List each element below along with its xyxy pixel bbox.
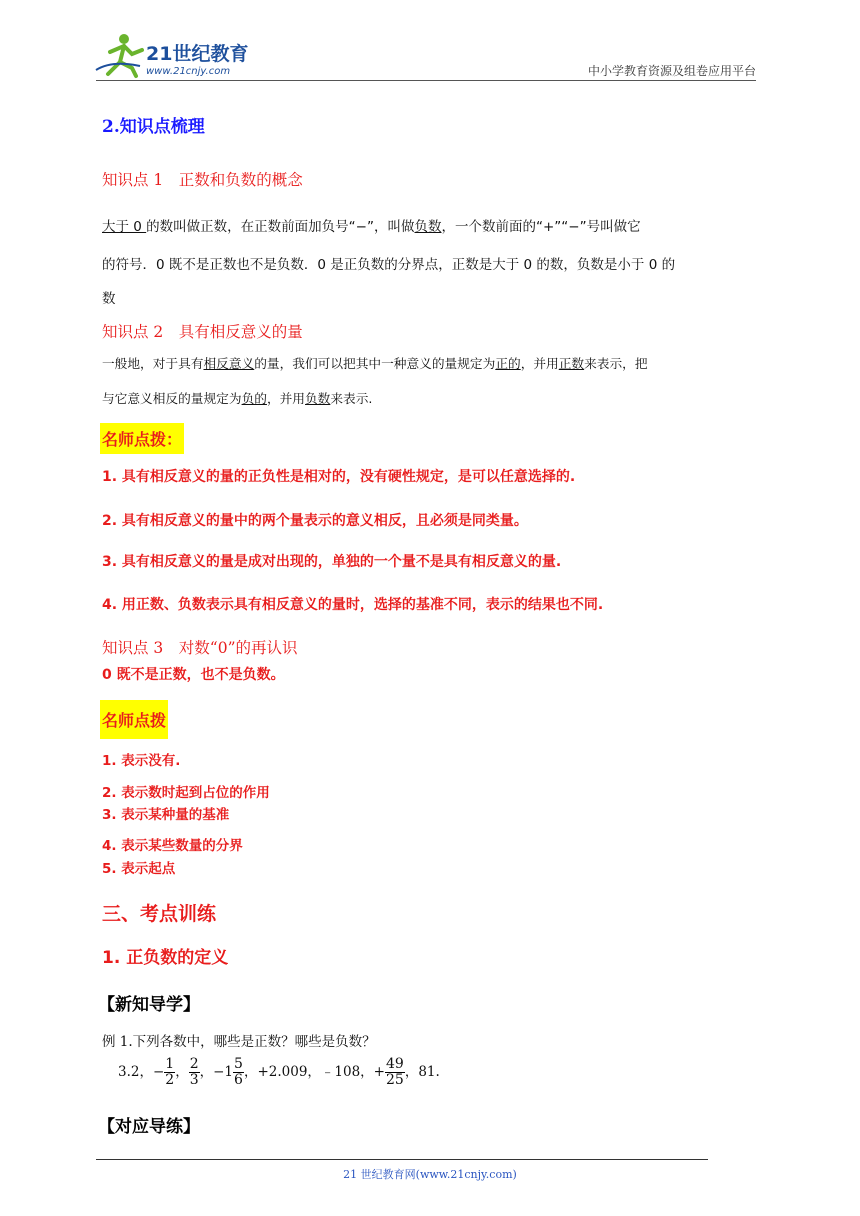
section-title: 三、考点训练: [102, 903, 217, 925]
kp1-line1: 大于 0 的数叫做正数，在正数前面加负号“−”，叫做负数，一个数前面的“+”“−”号叫做它: [102, 219, 641, 235]
site-logo: [92, 30, 257, 80]
kp1-term-positive: 大于 0: [102, 219, 147, 235]
subsection-title: 1. 正负数的定义: [102, 948, 229, 968]
section-title: 2.知识点梳理: [102, 117, 205, 137]
tip-item: 3. 表示某种量的基准: [102, 807, 230, 823]
header-divider: [96, 80, 756, 81]
tip-item: 4. 表示某些数量的分界: [102, 838, 243, 854]
kp2-title: 知识点 2 具有相反意义的量: [102, 323, 303, 341]
tip-item: 1. 具有相反意义的量的正负性是相对的，没有硬性规定，是可以任意选择的.: [102, 469, 576, 485]
new-knowledge-heading: 【新知导学】: [98, 995, 200, 1015]
kp2-line2: 与它意义相反的量规定为负的，并用负数来表示.: [102, 391, 373, 406]
kp1-title: 知识点 1 正数和负数的概念: [102, 171, 303, 189]
fraction: $\frac{1}{2}$: [165, 1056, 175, 1088]
footer-divider: [96, 1159, 708, 1160]
kp2-line1: 一般地，对于具有相反意义的量，我们可以把其中一种意义的量规定为正的，并用正数来表示，把: [102, 356, 648, 371]
tip-item: 3. 具有相反意义的量是成对出现的，单独的一个量不是具有相反意义的量.: [102, 554, 562, 570]
tips-label: 名师点拨: [100, 700, 168, 739]
example-question: 例 1.下列各数中，哪些是正数？哪些是负数？: [102, 1034, 376, 1050]
kp1-line3: 数: [102, 291, 116, 307]
tip-item: 2. 表示数时起到占位的作用: [102, 785, 270, 801]
tip-item: 5. 表示起点: [102, 861, 176, 877]
logo-text: 21世纪教育: [146, 43, 249, 65]
tip-item: 2. 具有相反意义的量中的两个量表示的意义相反，且必须是同类量。: [102, 513, 528, 529]
kp1-line2: 的符号．0 既不是正数也不是负数．0 是正负数的分界点，正数是大于 0 的数，负数是小于 0 的: [102, 257, 676, 273]
fraction: $\frac{2}{3}$: [189, 1056, 199, 1088]
kp1-term-negative: 负数: [414, 219, 442, 235]
logo-url: www.21cnjy.com: [146, 66, 231, 77]
platform-name: 中小学教育资源及组卷应用平台: [587, 64, 756, 78]
example-numbers: 3.2，− $\frac{1}{2}$ ， $\frac{2}{3}$ ，−1 $\frac{5}{6}$ ，+2.009，﹣108，+ $\frac{49}{25}$ ，81.: [118, 1056, 440, 1088]
kp3-statement: 0 既不是正数，也不是负数。: [102, 667, 285, 683]
tips-label: 名师点拨：: [100, 423, 184, 454]
runner-icon: [96, 34, 142, 76]
tip-item: 4. 用正数、负数表示具有相反意义的量时，选择的基准不同，表示的结果也不同.: [102, 597, 604, 613]
tip-item: 1. 表示没有.: [102, 753, 181, 769]
footer-text: 21 世纪教育网(www.21cnjy.com): [343, 1168, 517, 1181]
practice-heading: 【对应导练】: [98, 1117, 200, 1137]
kp3-title: 知识点 3 对数“0”的再认识: [102, 639, 298, 657]
fraction: $\frac{5}{6}$: [234, 1056, 243, 1088]
fraction: $\frac{49}{25}$: [386, 1056, 404, 1088]
